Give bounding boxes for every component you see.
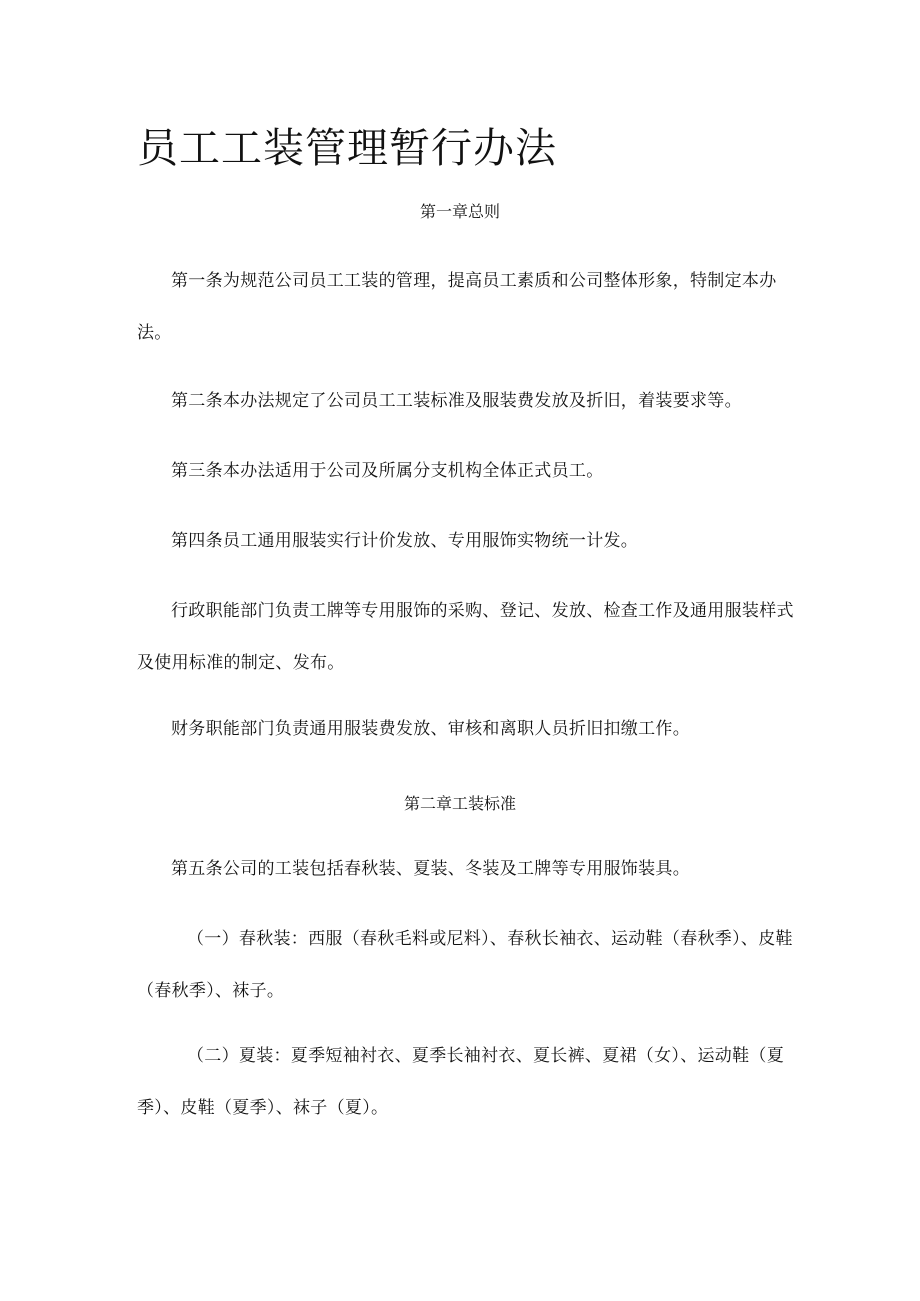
article-2: 第二条本办法规定了公司员工工装标准及服装费发放及折旧，着装要求等。: [171, 391, 742, 411]
finance-duty-paragraph: 财务职能部门负责通用服装费发放、审核和离职人员折旧扣缴工作。: [171, 719, 690, 739]
chapter-2-heading: 第二章工装标准: [403, 794, 516, 813]
article-4: 第四条员工通用服装实行计价发放、专用服饰实物统一计发。: [171, 531, 639, 551]
document-title: 员工工装管理暂行办法: [137, 124, 557, 172]
item-2-summer: （二）夏装：夏季短袖衬衣、夏季长袖衬衣、夏长裤、夏裙（女）、运动鞋（夏季）、皮鞋（夏季）、袜子（夏）。: [137, 1046, 784, 1118]
article-5: 第五条公司的工装包括春秋装、夏装、冬装及工牌等专用服饰装具。: [171, 859, 690, 879]
chapter-1-heading: 第一章总则: [419, 202, 500, 221]
article-1: 第一条为规范公司员工工装的管理，提高员工素质和公司整体形象，特制定本办法。: [137, 271, 777, 343]
item-1-spring-autumn: （一）春秋装：西服（春秋毛料或尼料）、春秋长袖衣、运动鞋（春秋季）、皮鞋（春秋季）、袜子。: [137, 929, 793, 1001]
article-3: 第三条本办法适用于公司及所属分支机构全体正式员工。: [171, 461, 604, 481]
admin-duty-paragraph: 行政职能部门负责工牌等专用服饰的采购、登记、发放、检查工作及通用服装样式及使用标准的制定、发布。: [137, 601, 794, 673]
